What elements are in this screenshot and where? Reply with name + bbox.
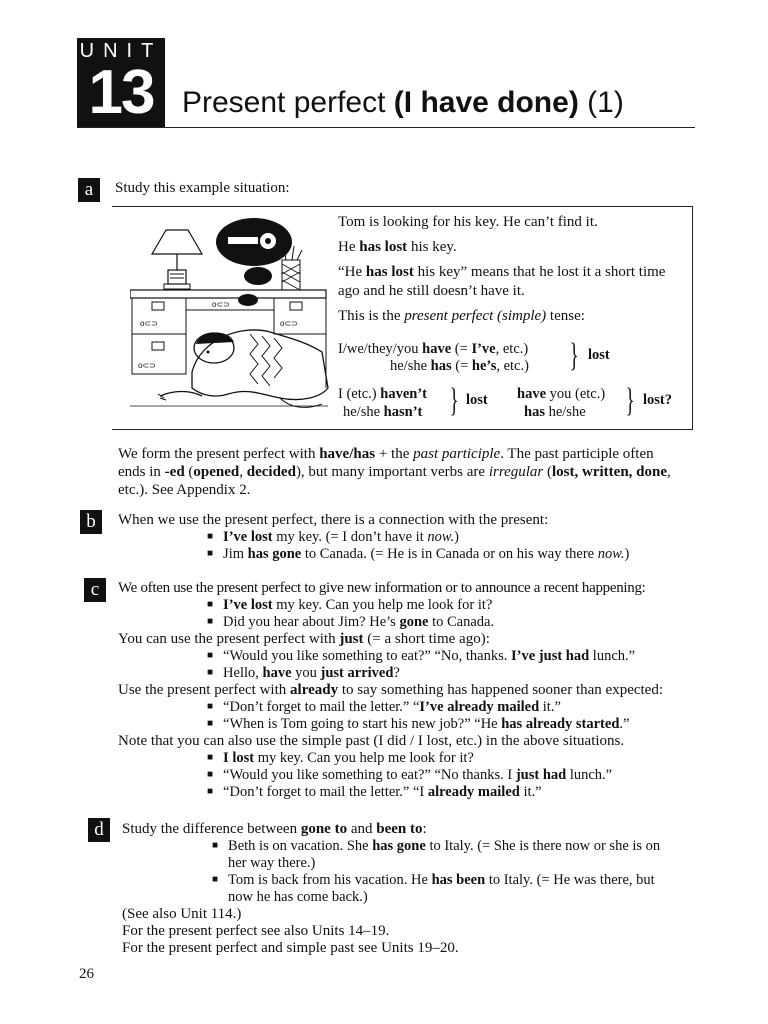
section-b-marker: b [80, 510, 102, 534]
section-c-example-3: ■ “Would you like something to eat?” “No, thanks. I’ve just had lunch.” [207, 648, 635, 666]
section-c-example-9: ■ “Don’t forget to mail the letter.” “I already mailed it.” [207, 784, 542, 802]
q-brace: } [625, 382, 635, 419]
section-d-example-1: ■ Beth is on vacation. She has gone to Italy. (= She is there now or she is on [212, 838, 660, 856]
q-lost: lost? [643, 392, 672, 408]
section-c-example-4: ■ Hello, have you just arrived? [207, 665, 400, 683]
svg-text:o⊂⊃: o⊂⊃ [280, 319, 298, 328]
section-d-example-2: ■ Tom is back from his vacation. He has been to Italy. (= He was there, but [212, 872, 655, 890]
section-c-example-6: ■ “When is Tom going to start his new job?” “He has already started.” [207, 716, 629, 734]
q-line-1: have you (etc.) [517, 386, 606, 402]
section-c-example-7: ■ I lost my key. Can you help me look for it? [207, 750, 474, 768]
form-line-1: We form the present perfect with have/has + the past participle. The past participle often [118, 446, 654, 462]
section-c-example-2: ■ Did you hear about Jim? He’s gone to Canada. [207, 614, 494, 632]
see-also-3: For the present perfect and simple past see Units 19–20. [122, 940, 459, 956]
svg-text:o⊂⊃: o⊂⊃ [212, 300, 230, 309]
box-line-1: Tom is looking for his key. He can’t find it. [338, 214, 598, 230]
section-b-example-2: ■ Jim has gone to Canada. (= He is in Canada or on his way there now.) [207, 546, 629, 564]
form-line-3: etc.). See Appendix 2. [118, 482, 251, 498]
unit-number: 13 [88, 58, 154, 127]
neg-line-2: he/she hasn’t [343, 404, 423, 420]
section-c-example-1: ■ I’ve lost my key. Can you help me look for it? [207, 597, 492, 615]
section-d-marker: d [88, 818, 110, 842]
unit-badge [77, 38, 165, 127]
box-line-5: This is the present perfect (simple) tense: [338, 308, 585, 324]
neg-lost: lost [466, 392, 488, 408]
section-c-marker: c [84, 578, 106, 602]
section-a-intro: Study this example situation: [115, 180, 290, 196]
box-line-4: ago and he still doesn’t have it. [338, 283, 525, 299]
page-number: 26 [79, 966, 94, 982]
page-title: Present perfect (I have done) (1) [182, 86, 624, 119]
section-c-just: You can use the present perfect with just (= a short time ago): [118, 631, 490, 647]
conj-line-2: he/she has (= he’s, etc.) [390, 358, 529, 374]
man-looking-for-key-illustration [130, 212, 330, 424]
section-c-note: Note that you can also use the simple past (I did / I lost, etc.) in the above situations. [118, 733, 625, 749]
section-a-marker: a [78, 178, 100, 202]
neg-line-1: I (etc.) haven’t [338, 386, 427, 402]
section-d-example-2-cont: now he has come back.) [228, 889, 368, 905]
svg-text:o⊂⊃: o⊂⊃ [138, 361, 156, 370]
svg-text:o⊂⊃: o⊂⊃ [140, 319, 158, 328]
see-also-1: (See also Unit 114.) [122, 906, 242, 922]
section-c-example-8: ■ “Would you like something to eat?” “No thanks. I just had lunch.” [207, 767, 612, 785]
section-c-intro: We often use the present perfect to give new information or to announce a recent happening: [118, 580, 646, 596]
q-line-2: has he/she [524, 404, 586, 420]
unit-word: UNIT [79, 40, 163, 62]
section-c-example-5: ■ “Don’t forget to mail the letter.” “I’ve already mailed it.” [207, 699, 561, 717]
section-c-already: Use the present perfect with already to say something has happened sooner than expected: [118, 682, 664, 698]
conj-lost: lost [588, 347, 610, 363]
section-b-example-1: ■ I’ve lost my key. (= I don’t have it now.) [207, 529, 459, 547]
box-line-2: He has lost his key. [338, 239, 457, 255]
section-d-intro: Study the difference between gone to and been to: [122, 821, 427, 837]
box-line-3: “He has lost his key” means that he lost it a short time [338, 264, 666, 280]
section-b-intro: When we use the present perfect, there is a connection with the present: [118, 512, 549, 528]
section-d-example-1-cont: her way there.) [228, 855, 316, 871]
form-line-2: ends in -ed (opened, decided), but many important verbs are irregular (lost, written, done, [118, 464, 671, 480]
neg-brace: } [449, 382, 459, 419]
conj-line-1: I/we/they/you have (= I’ve, etc.) [338, 341, 529, 357]
see-also-2: For the present perfect see also Units 14–19. [122, 923, 390, 939]
title-rule [77, 127, 695, 128]
conj-brace: } [569, 337, 579, 374]
